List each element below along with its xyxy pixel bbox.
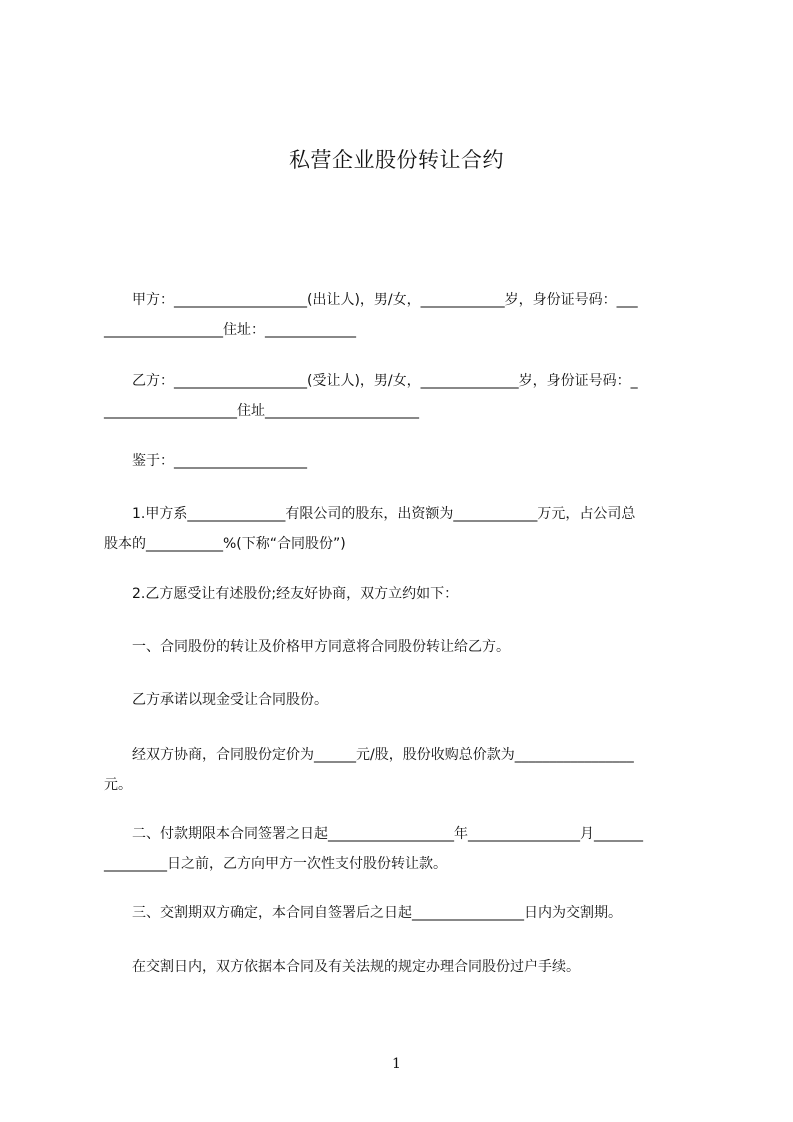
paragraph-transfer-procedure	[104, 952, 704, 982]
text-line: 二、付款期限本合同签署之日起__________________年________________月_______	[104, 826, 643, 842]
paragraph-whereas	[104, 446, 704, 476]
document-title: 私营企业股份转让合约	[289, 148, 504, 172]
text-line: _________________住址：_____________	[104, 322, 356, 338]
text-line: 在交割日内，双方依据本合同及有关法规的规定办理合同股份过户手续。	[104, 959, 580, 975]
paragraph-party-a	[104, 285, 704, 345]
text-line: 三、交割期双方确定，本合同自签署后之日起________________日内为交割期。	[104, 905, 622, 921]
text-line: 乙方：___________________(受让人)，男/女，______________岁，身份证号码：_	[104, 373, 638, 389]
text-line: 乙方承诺以现金受让合同股份。	[104, 692, 328, 708]
paragraph-clause-1	[104, 499, 704, 559]
text-line: 甲方：___________________(出让人)，男/女，____________岁，身份证号码：___	[104, 292, 638, 308]
text-line: 经双方协商，合同股份定价为______元/股，股份收购总价款为_________________	[104, 747, 634, 763]
paragraph-cash-commitment	[104, 685, 704, 715]
text-line: 2.乙方愿受让有述股份;经友好协商，双方立约如下：	[104, 586, 459, 602]
page-number: 1	[392, 1056, 401, 1072]
text-line: _________日之前，乙方向甲方一次性支付股份转让款。	[104, 856, 447, 872]
text-line: 股本的___________%(下称“合同股份”)	[104, 536, 346, 552]
paragraph-clause-2	[104, 579, 704, 609]
paragraph-section-1	[104, 632, 704, 662]
text-line: 1.甲方系______________有限公司的股东，出资额为____________万元，占公司总	[104, 506, 636, 522]
text-line: 一、合同股份的转让及价格甲方同意将合同股份转让给乙方。	[104, 639, 510, 655]
paragraph-pricing	[104, 740, 704, 800]
text-line: ___________________住址______________________	[104, 403, 419, 419]
paragraph-party-b	[104, 366, 704, 426]
paragraph-section-3	[104, 898, 704, 928]
text-line: 元。	[104, 777, 132, 793]
paragraph-section-2	[104, 819, 704, 879]
text-line: 鉴于：___________________	[104, 453, 307, 469]
